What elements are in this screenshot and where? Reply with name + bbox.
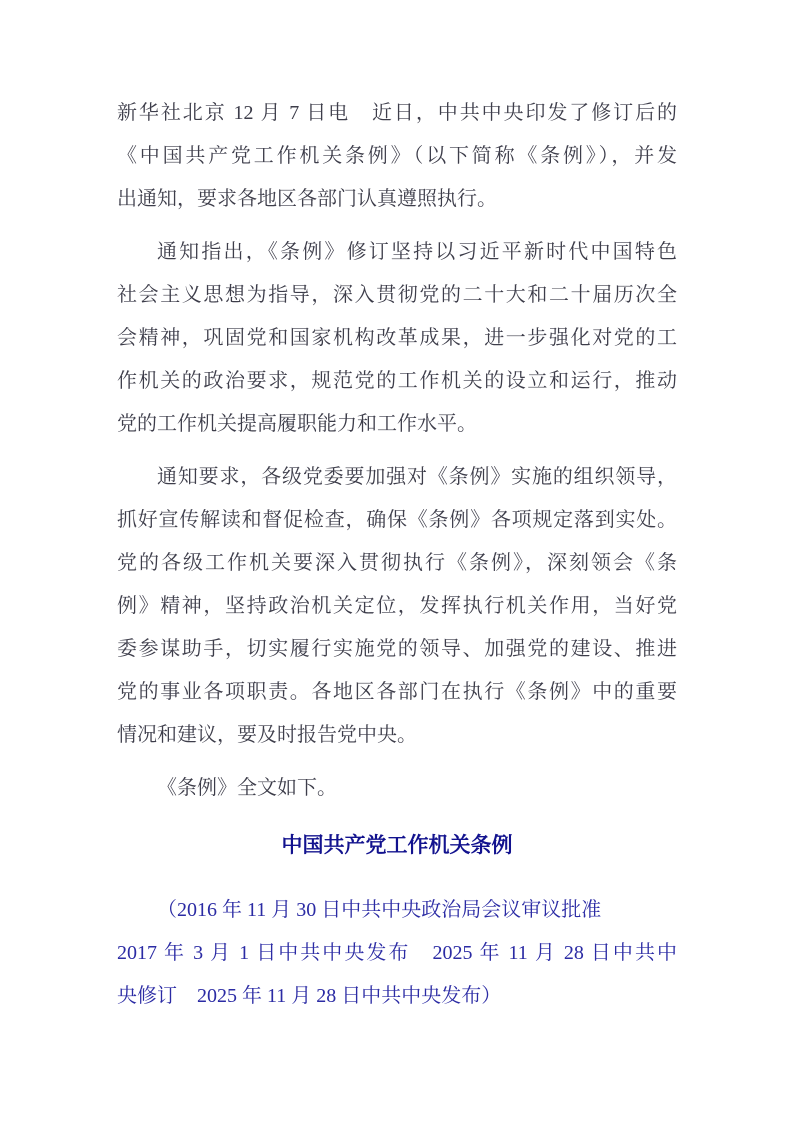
paragraph-line: 通知要求，各级党委要加强对《条例》实施的组织领导， — [157, 466, 677, 488]
paragraph-line: 通知指出，《条例》修订坚持以习近平新时代中国特色 — [157, 241, 677, 263]
paragraph-line: 社会主义思想为指导，深入贯彻党的二十大和二十届历次全 — [117, 284, 677, 306]
paragraph-line: 会精神，巩固党和国家机构改革成果，进一步强化对党的工 — [117, 327, 677, 349]
date-line: （2016 年 11 月 30 日中共中央政治局会议审议批准 — [157, 899, 602, 921]
paragraph-line: 委参谋助手，切实履行实施党的领导、加强党的建设、推进 — [117, 638, 677, 660]
paragraph-line: 《中国共产党工作机关条例》（以下简称《条例》），并发 — [117, 145, 677, 167]
paragraph-line: 出通知，要求各地区各部门认真遵照执行。 — [117, 188, 497, 210]
paragraph-line: 例》精神，坚持政治机关定位，发挥执行机关作用，当好党 — [117, 595, 677, 617]
document-content — [117, 92, 677, 1018]
paragraph-line: 情况和建议，要及时报告党中央。 — [117, 724, 417, 746]
regulation-title: 中国共产党工作机关条例 — [281, 833, 513, 857]
paragraph-line: 党的事业各项职责。各地区各部门在执行《条例》中的重要 — [117, 681, 677, 703]
approval-dates-paragraph — [117, 889, 677, 1018]
date-line: 2017 年 3 月 1 日中共中央发布 2025 年 11 月 28 日中共中 — [117, 942, 677, 964]
notice-points-paragraph — [117, 231, 677, 446]
paragraph-line: 党的工作机关提高履职能力和工作水平。 — [117, 413, 477, 435]
paragraph-line: 新华社北京 12 月 7 日电 近日，中共中央印发了修订后的 — [117, 102, 677, 124]
paragraph-line: 抓好宣传解读和督促检查，确保《条例》各项规定落到实处。 — [117, 509, 677, 531]
paragraph-line: 作机关的政治要求，规范党的工作机关的设立和运行，推动 — [117, 370, 677, 392]
paragraph-line: 党的各级工作机关要深入贯彻执行《条例》，深刻领会《条 — [117, 552, 677, 574]
paragraph-line: 《条例》全文如下。 — [157, 777, 337, 799]
date-line: 央修订 2025 年 11 月 28 日中共中央发布） — [117, 985, 502, 1007]
notice-requirements-paragraph — [117, 456, 677, 757]
news-lead-paragraph — [117, 92, 677, 221]
fulltext-intro-paragraph — [117, 767, 677, 810]
